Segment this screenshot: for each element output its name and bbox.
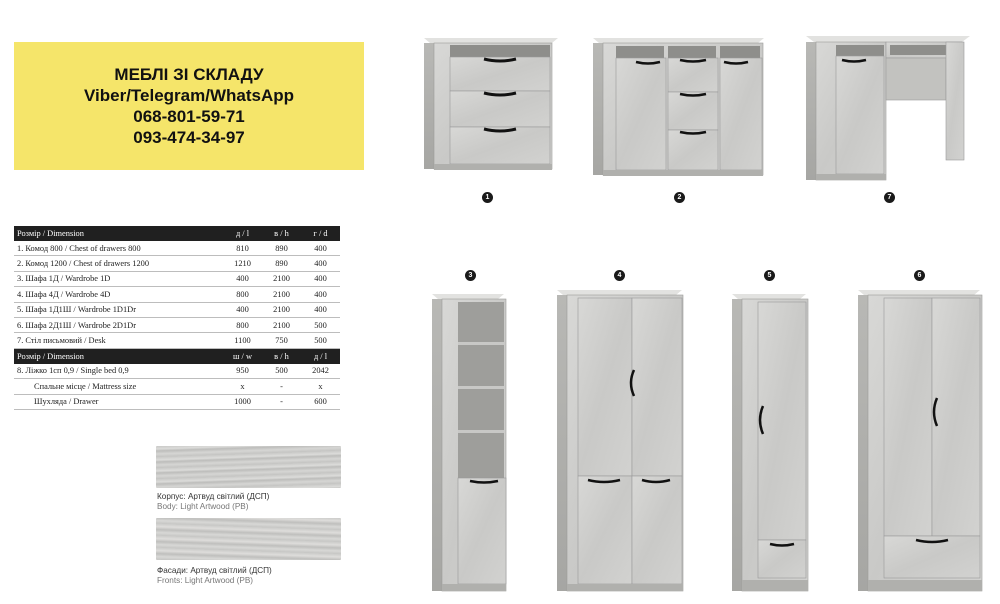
banner-title: МЕБЛІ ЗІ СКЛАДУ [114,65,264,84]
body-material-caption: Корпус: Артвуд світлий (ДСП) Body: Light Artwood (PB) [157,492,270,511]
table-row: 2. Комод 1200 / Chest of drawers 1200 1210 890 400 [14,256,340,271]
table-row: 3. Шафа 1Д / Wardrobe 1D 400 2100 400 [14,271,340,286]
item-number-3: 3 [465,270,476,281]
table-row: Спальне місце / Mattress size x - x [14,379,340,394]
table-row: 4. Шафа 4Д / Wardrobe 4D 800 2100 400 [14,287,340,302]
item-number-6: 6 [914,270,925,281]
item-number-1: 1 [482,192,493,203]
wardrobe-1d1dr [732,294,808,591]
chest-of-drawers-800 [424,38,558,170]
banner-messengers: Viber/Telegram/WhatsApp [83,86,295,105]
wardrobe-1d [432,294,506,591]
table-header: Розмір / Dimension д / l в / h г / d [14,226,340,241]
item-number-5: 5 [764,270,775,281]
item-number-4: 4 [614,270,625,281]
item-number-7: 7 [884,192,895,203]
table-row: 8. Ліжко 1сп 0,9 / Single bed 0,9 950 500 2042 [14,364,340,379]
banner-phone-2[interactable]: 093-474-34-97 [133,128,245,147]
chest-of-drawers-1200 [593,38,764,176]
table-row: 5. Шафа 1Д1Ш / Wardrobe 1D1Dr 400 2100 400 [14,302,340,317]
wardrobe-4d [557,290,683,591]
table-row: Шухляда / Drawer 1000 - 600 [14,394,340,409]
table-row: 6. Шафа 2Д1Ш / Wardrobe 2D1Dr 800 2100 500 [14,317,340,332]
table-row: 1. Комод 800 / Chest of drawers 800 810 890 400 [14,241,340,256]
item-number-2: 2 [674,192,685,203]
fronts-material-caption: Фасади: Артвуд світлий (ДСП) Fronts: Light Artwood (PB) [157,566,272,585]
table-header-2: Розмір / Dimension ш / w в / h д / l [14,348,340,364]
table-row: 7. Стіл письмовий / Desk 1100 750 500 [14,333,340,348]
wardrobe-2d1dr [858,290,982,591]
desk [806,36,970,180]
banner-phone-1[interactable]: 068-801-59-71 [133,107,245,126]
